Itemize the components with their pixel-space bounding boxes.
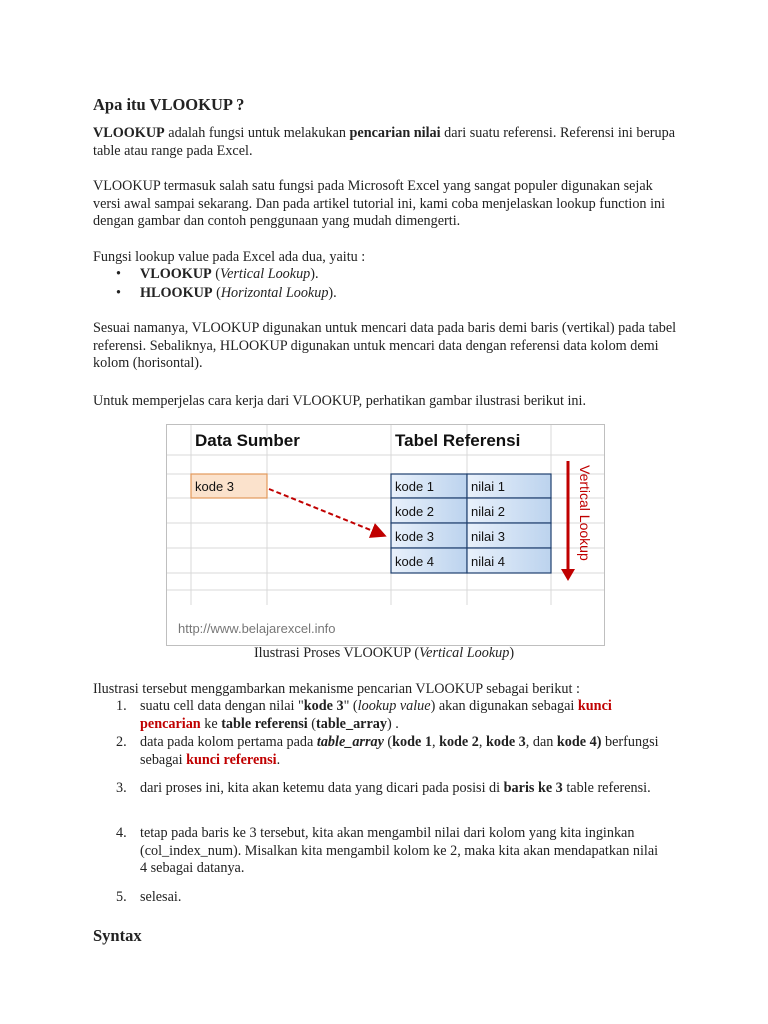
vertical-lookup-label: Vertical Lookup <box>577 465 593 561</box>
vertical-arrow-head <box>561 569 575 581</box>
title-data-sumber: Data Sumber <box>195 431 300 450</box>
paragraph-illustration-intro: Untuk memperjelas cara kerja dari VLOOKUP, perhatikan gambar ilustrasi berikut ini. <box>93 393 587 409</box>
ref-nilai: nilai 3 <box>471 529 505 544</box>
source-cell-label: kode 3 <box>195 479 235 494</box>
ref-kode: kode 2 <box>395 504 435 519</box>
ref-nilai: nilai 4 <box>471 554 505 569</box>
paragraph-popular: VLOOKUP termasuk salah satu fungsi pada Microsoft Excel yang sangat populer digunakan sejak versi awal sampai sekarang. Dan pada artikel tutorial ini, kami coba menjelaskan lookup function ini dengan gambar dan contoh penggunaan yang mudah dimengerti. <box>93 178 666 229</box>
term-vlookup: VLOOKUP <box>93 125 165 141</box>
paragraph-lookup-types: Fungsi lookup value pada Excel ada dua, yaitu : <box>93 249 366 265</box>
page-heading: Apa itu VLOOKUP ? <box>93 95 245 114</box>
lookup-arrow <box>269 489 383 535</box>
bullet-icon: • <box>116 266 121 282</box>
term-kunci-pencarian: kunci pencarian <box>140 698 612 732</box>
ref-kode: kode 1 <box>395 479 435 494</box>
paragraph-intro: VLOOKUP adalah fungsi untuk melakukan pencarian nilai dari suatu referensi. Referensi ini berupa table atau range pada Excel. <box>93 125 675 159</box>
reference-table <box>391 474 551 573</box>
bullet-icon: • <box>116 285 121 301</box>
document-page: Apa itu VLOOKUP ? VLOOKUP adalah fungsi untuk melakukan pencarian nilai dari suatu referensi. Referensi ini berupa table atau range pada Excel. VLOOKUP termasuk salah satu fungsi pada Microsoft Excel yang sangat populer digunakan sejak versi awal sampai sekarang. Dan pada artikel tutorial ini, kami coba menjelaskan lookup function ini dengan gambar dan contoh penggunaan yang mudah dimengerti. Fungsi lookup value pada Excel ada dua, yaitu : • VLOOKUP (Vertical Lookup). • HLOOKUP (Horizontal Lookup). Sesuai namanya, VLOOKUP digunakan untuk mencari data pada baris demi baris (vertikal) pada tabel referensi. Sebaliknya, HLOOKUP digunakan untuk mencari data dengan referensi data kolom demi kolom (horisontal). Untuk memperjelas cara kerja dari VLOOKUP, perhatikan gambar ilustrasi berikut ini. Data Sumber Tabel Referensi kode 3 kode 1 nilai 1 kode 2 nilai 2 kode 3 nilai 3 kode 4 nilai 4 Vertical Lookup http://www.belajarexcel.info Ilustrasi Proses VLOOKUP (Vertical Lookup) Ilustrasi tersebut menggambarkan mekanisme pencarian VLOOKUP sebagai berikut : 1. suatu cell data dengan nilai "kode 3" (lookup value) akan digunakan sebagai kunci pencarian ke table referensi (table_array) . 2. data pada kolom pertama pada table_array (kode 1, kode 2, kode 3, dan kode 4) berfungsi sebagai kunci referensi. 3. dari proses ini, kita akan ketemu data yang dicari pada posisi di baris ke 3 table referensi. 4. tetap pada baris ke 3 tersebut, kita akan mengambil nilai dari kolom yang kita inginkan (col_index_num). Misalkan kita mengambil kolom ke 2, maka kita akan mendapatkan nilai 4 sebagai datanya. 5. selesai. Syntax <box>0 0 768 1024</box>
title-tabel-referensi: Tabel Referensi <box>395 431 521 450</box>
ref-nilai: nilai 1 <box>471 479 505 494</box>
vlookup-illustration <box>166 424 605 646</box>
ref-kode: kode 3 <box>395 529 435 544</box>
syntax-heading: Syntax <box>93 926 142 945</box>
ref-kode: kode 4 <box>395 554 435 569</box>
source-url: http://www.belajarexcel.info <box>178 621 336 636</box>
figure-caption: Ilustrasi Proses VLOOKUP (Vertical Lookup) <box>253 645 515 661</box>
term-pencarian-nilai: pencarian nilai <box>349 125 441 141</box>
term-kunci-referensi: kunci referensi <box>186 751 277 768</box>
ref-nilai: nilai 2 <box>471 504 505 519</box>
paragraph-explanation: Sesuai namanya, VLOOKUP digunakan untuk mencari data pada baris demi baris (vertikal) pada tabel referensi. Sebaliknya, HLOOKUP digunakan untuk mencari data dengan referensi data kolom demi kolom (horisontal). <box>93 320 677 371</box>
paragraph-mechanism: Ilustrasi tersebut menggambarkan mekanisme pencarian VLOOKUP sebagai berikut : <box>93 681 580 697</box>
